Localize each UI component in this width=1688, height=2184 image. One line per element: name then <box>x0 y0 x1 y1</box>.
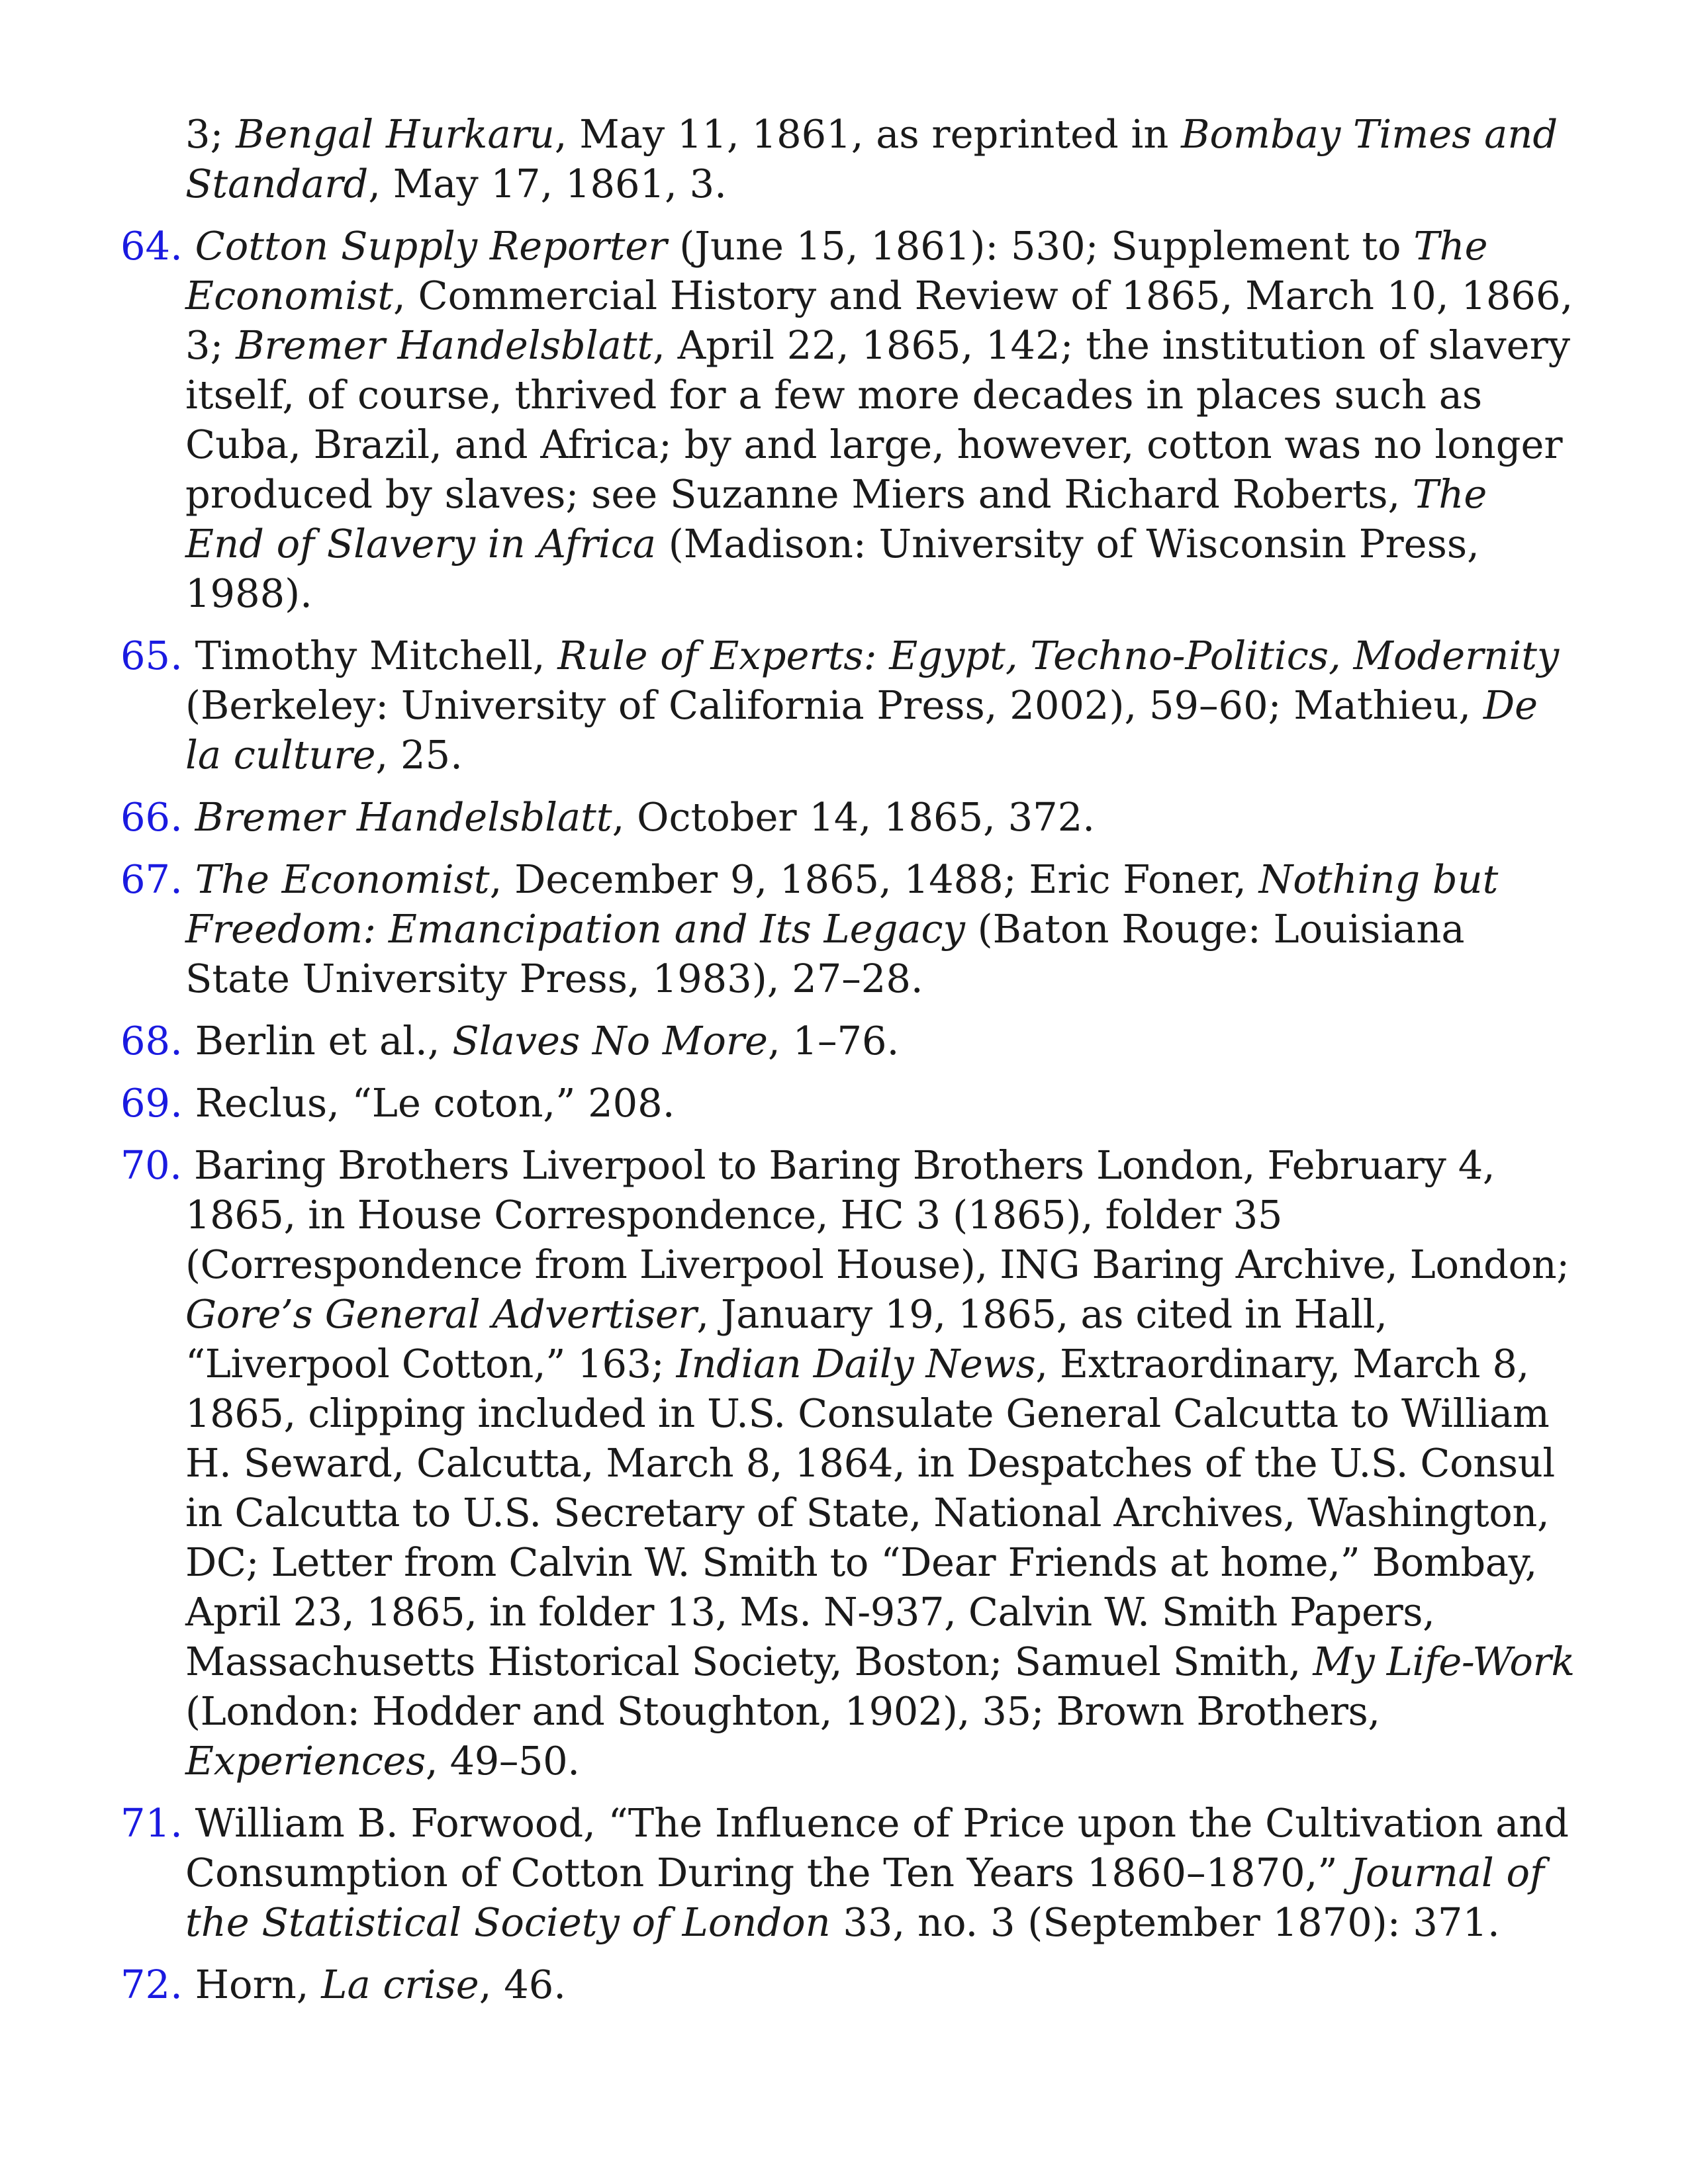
endnote-italic-title: Journal of the Statistical Society of London <box>185 1850 1557 1945</box>
endnote-italic-title: De la culture <box>185 682 1550 778</box>
endnote-item <box>120 631 1577 780</box>
endnote-text: , May 17, 1861, 3. <box>368 161 727 206</box>
endnote-text: Baring Brothers Liverpool to Baring Brothers London, February 4, 1865, in House Correspondence, HC 3 (1865), folder 35 (Correspondence from Liverpool House), ING Baring Archive, London; <box>185 1142 1582 1287</box>
endnote-text: , 1–76. <box>767 1018 900 1064</box>
endnote-italic-title: The End of Slavery in Africa <box>185 471 1500 567</box>
endnote-text: (Baton Rouge: Louisiana State University Press, 1983), 27–28. <box>185 906 1477 1001</box>
endnote-text: , October 14, 1865, 372. <box>612 794 1095 840</box>
endnote-italic-title: La crise <box>321 1962 479 2007</box>
endnote-item <box>120 1960 1577 2009</box>
endnote-number-link[interactable]: 64. <box>120 223 195 269</box>
endnote-italic-title: Experiences <box>185 1738 426 1784</box>
endnote-italic-title: Bengal Hurkaru <box>236 111 555 157</box>
endnote-italic-title: Nothing but Freedom: Emancipation and Its Legacy <box>185 856 1511 952</box>
endnote-text: Berlin et al., <box>195 1018 453 1064</box>
endnote-number-link[interactable]: 66. <box>120 794 195 840</box>
endnote-italic-title: The Economist <box>185 223 1501 318</box>
endnote-item <box>120 1016 1577 1066</box>
endnote-text: , April 22, 1865, 142; the institution of slavery itself, of course, thrived for a few more decades in places such as Cuba, Brazil, and Africa; by and large, however, cotton was no longer produced by slaves; see Suzanne Miers and Richard Roberts, <box>185 322 1583 517</box>
endnotes-list <box>120 109 1587 2022</box>
endnote-number-link[interactable]: 65. <box>120 633 195 678</box>
endnote-italic-title: Bremer Handelsblatt <box>236 322 653 368</box>
endnote-text: (Madison: University of Wisconsin Press, 1988). <box>185 521 1492 616</box>
endnote-text: (June 15, 1861): 530; Supplement to <box>667 223 1414 269</box>
endnote-italic-title: Indian Daily News <box>676 1341 1036 1387</box>
endnote-number-link[interactable]: 69. <box>120 1080 195 1126</box>
endnote-number-link[interactable]: 67. <box>120 856 195 902</box>
endnote-text: , Commercial History and Review of 1865, March 10, 1866, 3; <box>185 273 1586 368</box>
endnote-text: , December 9, 1865, 1488; Eric Foner, <box>489 856 1259 902</box>
endnote-italic-title: Bremer Handelsblatt <box>195 794 612 840</box>
endnote-continuation <box>120 109 1577 208</box>
endnote-text: , Extraordinary, March 8, 1865, clipping included in U.S. Consulate General Calcutta to William H. Seward, Calcutta, March 8, 1864, in Despatches of the U.S. Consul in Calcutta to U.S. Secretary of State, National Archives, Washington, DC; Letter from Calvin W. Smith to “Dear Friends at home,” Bombay, April 23, 1865, in folder 13, Ms. N-937, Calvin W. Smith Papers, Massachusetts Historical Society, Boston; Samuel Smith, <box>185 1341 1568 1684</box>
endnote-item <box>120 792 1577 842</box>
endnote-item <box>120 1798 1581 1947</box>
endnote-item <box>120 1140 1587 1786</box>
endnote-italic-title: Rule of Experts: Egypt, Techno-Politics, Modernity <box>557 633 1560 678</box>
endnote-item <box>120 221 1586 618</box>
endnote-item <box>120 854 1577 1003</box>
endnote-text: 3; <box>185 111 236 157</box>
endnote-number-link[interactable]: 68. <box>120 1018 195 1064</box>
endnote-italic-title: Bombay Times and Standard <box>185 111 1570 206</box>
endnote-text: (London: Hodder and Stoughton, 1902), 35; Brown Brothers, <box>185 1639 1587 1734</box>
endnote-italic-title: Slaves No More <box>452 1018 768 1064</box>
endnote-number-link[interactable]: 70. <box>120 1142 194 1188</box>
endnote-italic-title: The Economist <box>195 856 490 902</box>
endnote-text: Timothy Mitchell, <box>195 633 558 678</box>
endnote-text: 33, no. 3 (September 1870): 371. <box>830 1899 1500 1945</box>
endnote-text: , January 19, 1865, as cited in Hall, “Liverpool Cotton,” 163; <box>185 1291 1399 1387</box>
endnote-text: William B. Forwood, “The Influence of Price upon the Cultivation and Consumption of Cotton During the Ten Years 1860–1870,” <box>185 1800 1581 1895</box>
endnote-item <box>120 1078 1577 1128</box>
endnote-number-link[interactable]: 71. <box>120 1800 195 1846</box>
endnote-number-link[interactable]: 72. <box>120 1962 195 2007</box>
endnote-text: Horn, <box>195 1962 322 2007</box>
endnote-italic-title: My Life-Work <box>1313 1639 1575 1684</box>
endnote-text: , May 11, 1861, as reprinted in <box>554 111 1182 157</box>
endnote-text: , 25. <box>375 732 463 778</box>
endnote-text: , 49–50. <box>425 1738 580 1784</box>
endnote-italic-title: Cotton Supply Reporter <box>195 223 667 269</box>
endnote-italic-title: Gore’s General Advertiser <box>185 1291 697 1337</box>
endnote-text: , 46. <box>479 1962 567 2007</box>
endnote-text: Reclus, “Le coton,” 208. <box>195 1080 675 1126</box>
endnote-text: (Berkeley: University of California Press, 2002), 59–60; Mathieu, <box>185 633 1572 728</box>
